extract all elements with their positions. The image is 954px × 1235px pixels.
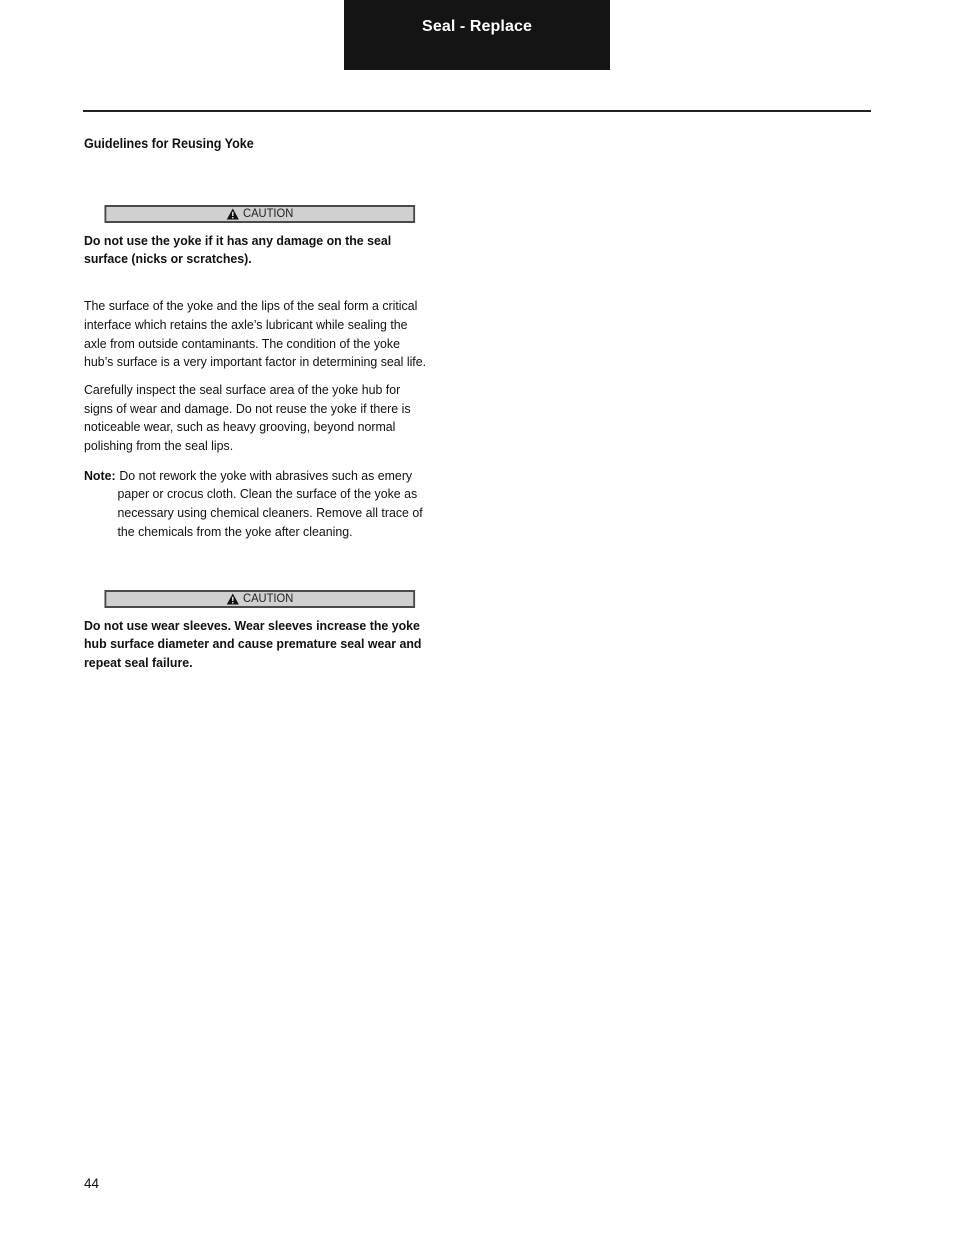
section-heading: Guidelines for Reusing Yoke [84, 136, 254, 151]
caution-banner-1 [104, 205, 415, 223]
caution-text-1: Do not use the yoke if it has any damage on the seal surface (nicks or scratches). [84, 232, 392, 267]
warning-triangle-icon [226, 208, 239, 220]
body-paragraph-2: Carefully inspect the seal surface area of the yoke hub for signs of wear and damage. Do not reuse the yoke if there is noticeable wear, such as heavy grooving, beyond normal polishing from the seal lips. [84, 381, 411, 454]
caution-label: CAUTION [243, 591, 294, 606]
note-paragraph [84, 467, 428, 542]
body-paragraph-1: The surface of the yoke and the lips of the seal form a critical interface which retains the axle’s lubricant while sealing the axle from outside contaminants. The condition of the yoke hub’s surface is a very important factor in determining seal life. [84, 298, 427, 370]
note-label: Note: [84, 467, 116, 483]
note-text: Do not rework the yoke with abrasives such as emery paper or crocus cloth. Clean the surface of the yoke as necessary using chemical cleaners. Remove all trace of the chemicals from the yoke after cleaning. [117, 467, 423, 539]
header-tab [344, 0, 610, 70]
caution-banner-2 [104, 590, 415, 608]
warning-triangle-icon [226, 593, 239, 605]
caution-text-2: Do not use wear sleeves. Wear sleeves increase the yoke hub surface diameter and cause premature seal wear and repeat seal failure. [84, 617, 422, 670]
page-section-title: Seal - Replace [422, 18, 532, 35]
content-column [84, 135, 428, 673]
top-divider [83, 110, 871, 112]
page-number: 44 [84, 1176, 100, 1191]
caution-label: CAUTION [243, 206, 294, 221]
